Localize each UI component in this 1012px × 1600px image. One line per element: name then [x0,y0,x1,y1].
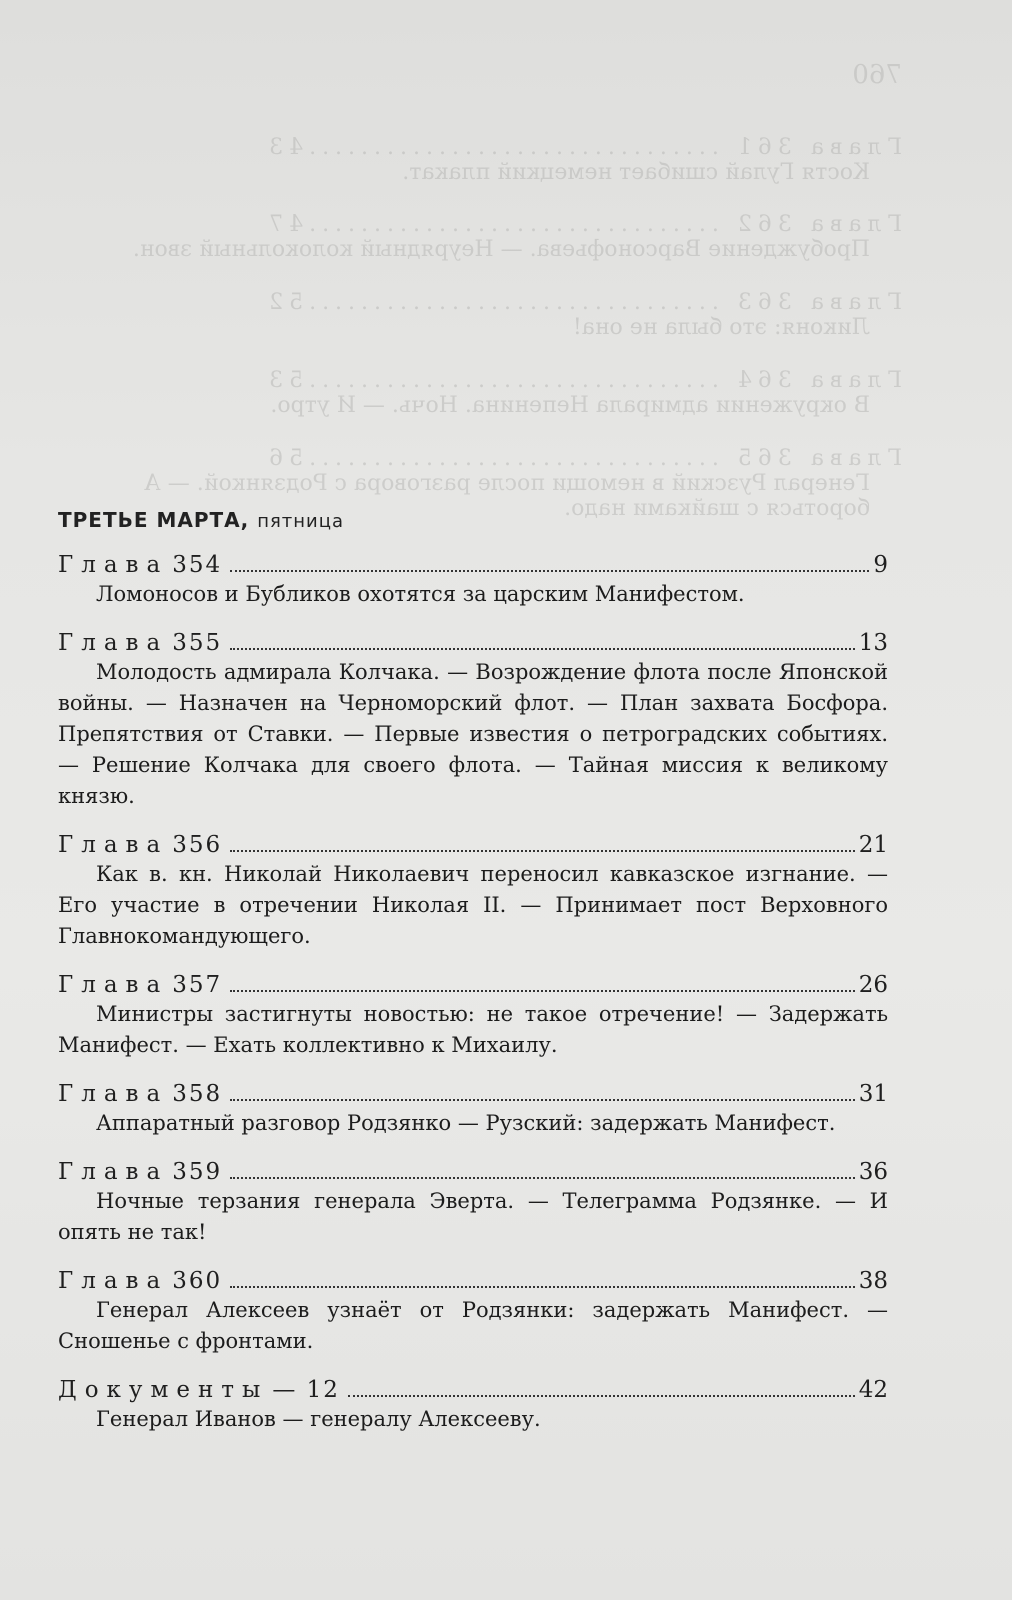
toc-entry [58,972,888,1061]
bleed-entry: Глава 364 ................................53 В окружении адмирала Непенина. Ночь. — И утро. [263,368,902,418]
toc-entry-header [58,972,888,999]
table-of-contents [58,508,888,1455]
chapter-label: Глава [58,1159,169,1185]
chapter-description: Аппаратный разговор Родзянко — Рузский: задержать Манифест. [96,1111,836,1135]
leader-dots [348,1395,855,1397]
leader-dots [230,648,855,650]
chapter-number: 354 [172,552,223,578]
chapter-label: Глава [58,552,169,578]
toc-entry [58,630,888,812]
chapter-number: 356 [172,832,223,858]
chapter-description: Ломоносов и Бубликов охотятся за царским Манифестом. [96,582,745,606]
chapter-description: Генерал Алексеев узнаёт от Родзянки: задержать Манифест. — Сношенье с фронтами. [58,1298,888,1353]
leader-dots [230,1099,855,1101]
toc-entry [58,1159,888,1248]
chapter-description: Молодость адмирала Колчака. — Возрождение флота после Японской войны. — Назначен на Черноморский флот. — План захвата Босфора. Препятствия от Ставки. — Первые известия о петроградских событиях. — Решение Колчака для своего флота. — Тайная миссия к великому князю. [58,660,888,808]
toc-entry-header [58,552,888,579]
documents-label: Документы [58,1377,269,1403]
chapter-number: 358 [172,1081,223,1107]
leader-dots [230,570,869,572]
page-number: 13 [858,630,888,656]
chapter-description: Как в. кн. Николай Николаевич переносил кавказское изгнание. — Его участие в отречении Николая II. — Принимает пост Верховного Главнокомандующего. [58,862,888,948]
section-title [58,508,888,532]
bleed-page-number: 760 [852,60,902,90]
chapter-description: Ночные терзания генерала Эверта. — Телеграмма Родзянке. — И опять не так! [58,1189,888,1244]
chapter-number: 360 [172,1268,223,1294]
toc-entry-header [58,630,888,657]
chapter-description: Министры застигнуты новостью: не такое отречение! — Задержать Манифест. — Ехать коллективно к Михаилу. [58,1002,888,1057]
page-number: 38 [858,1268,888,1294]
page-number: 31 [858,1081,888,1107]
page-number: 42 [858,1377,888,1403]
chapter-label: Глава [58,832,169,858]
toc-entry-header [58,1081,888,1108]
section-weekday: пятница [257,511,345,532]
bleed-entry: Глава 362 ................................47 Пробуждение Варсонофьева. — Неурядный колокольный звон. [132,212,902,262]
chapter-number: 357 [172,972,223,998]
bleed-through [0,0,1012,560]
page-number: 21 [858,832,888,858]
chapter-number: 359 [172,1159,223,1185]
leader-dots [230,990,855,992]
chapter-number: 355 [172,630,223,656]
bleed-entry: Глава 365 ................................56 Генерал Рузский в немощи после разговора с Родзянкой. — А бороться с шайками надо. [144,446,902,521]
chapter-label: Глава [58,1268,169,1294]
section-date: ТРЕТЬЕ МАРТА, [58,508,250,532]
toc-entry [58,1268,888,1357]
documents-number: — 12 [272,1377,340,1403]
toc-entry-header [58,832,888,859]
toc-entry-header [58,1268,888,1295]
leader-dots [230,1286,855,1288]
chapter-description: Генерал Иванов — генералу Алексееву. [96,1407,541,1431]
toc-entry [58,552,888,610]
chapter-label: Глава [58,972,169,998]
leader-dots [230,850,855,852]
toc-entry [58,832,888,952]
leader-dots [230,1177,855,1179]
page-number: 9 [873,552,888,578]
toc-entry [58,1081,888,1139]
bleed-entry: Глава 361 ................................43 Костя Гулай сшибает немецкий плакат. [263,135,902,185]
toc-entry-header [58,1377,888,1404]
bleed-entry: Глава 363 ................................52 Ликоня: это была не она! [263,290,902,340]
page-number: 36 [858,1159,888,1185]
page-number: 26 [858,972,888,998]
chapter-label: Глава [58,630,169,656]
toc-entry-header [58,1159,888,1186]
chapter-label: Глава [58,1081,169,1107]
toc-entry [58,1377,888,1435]
